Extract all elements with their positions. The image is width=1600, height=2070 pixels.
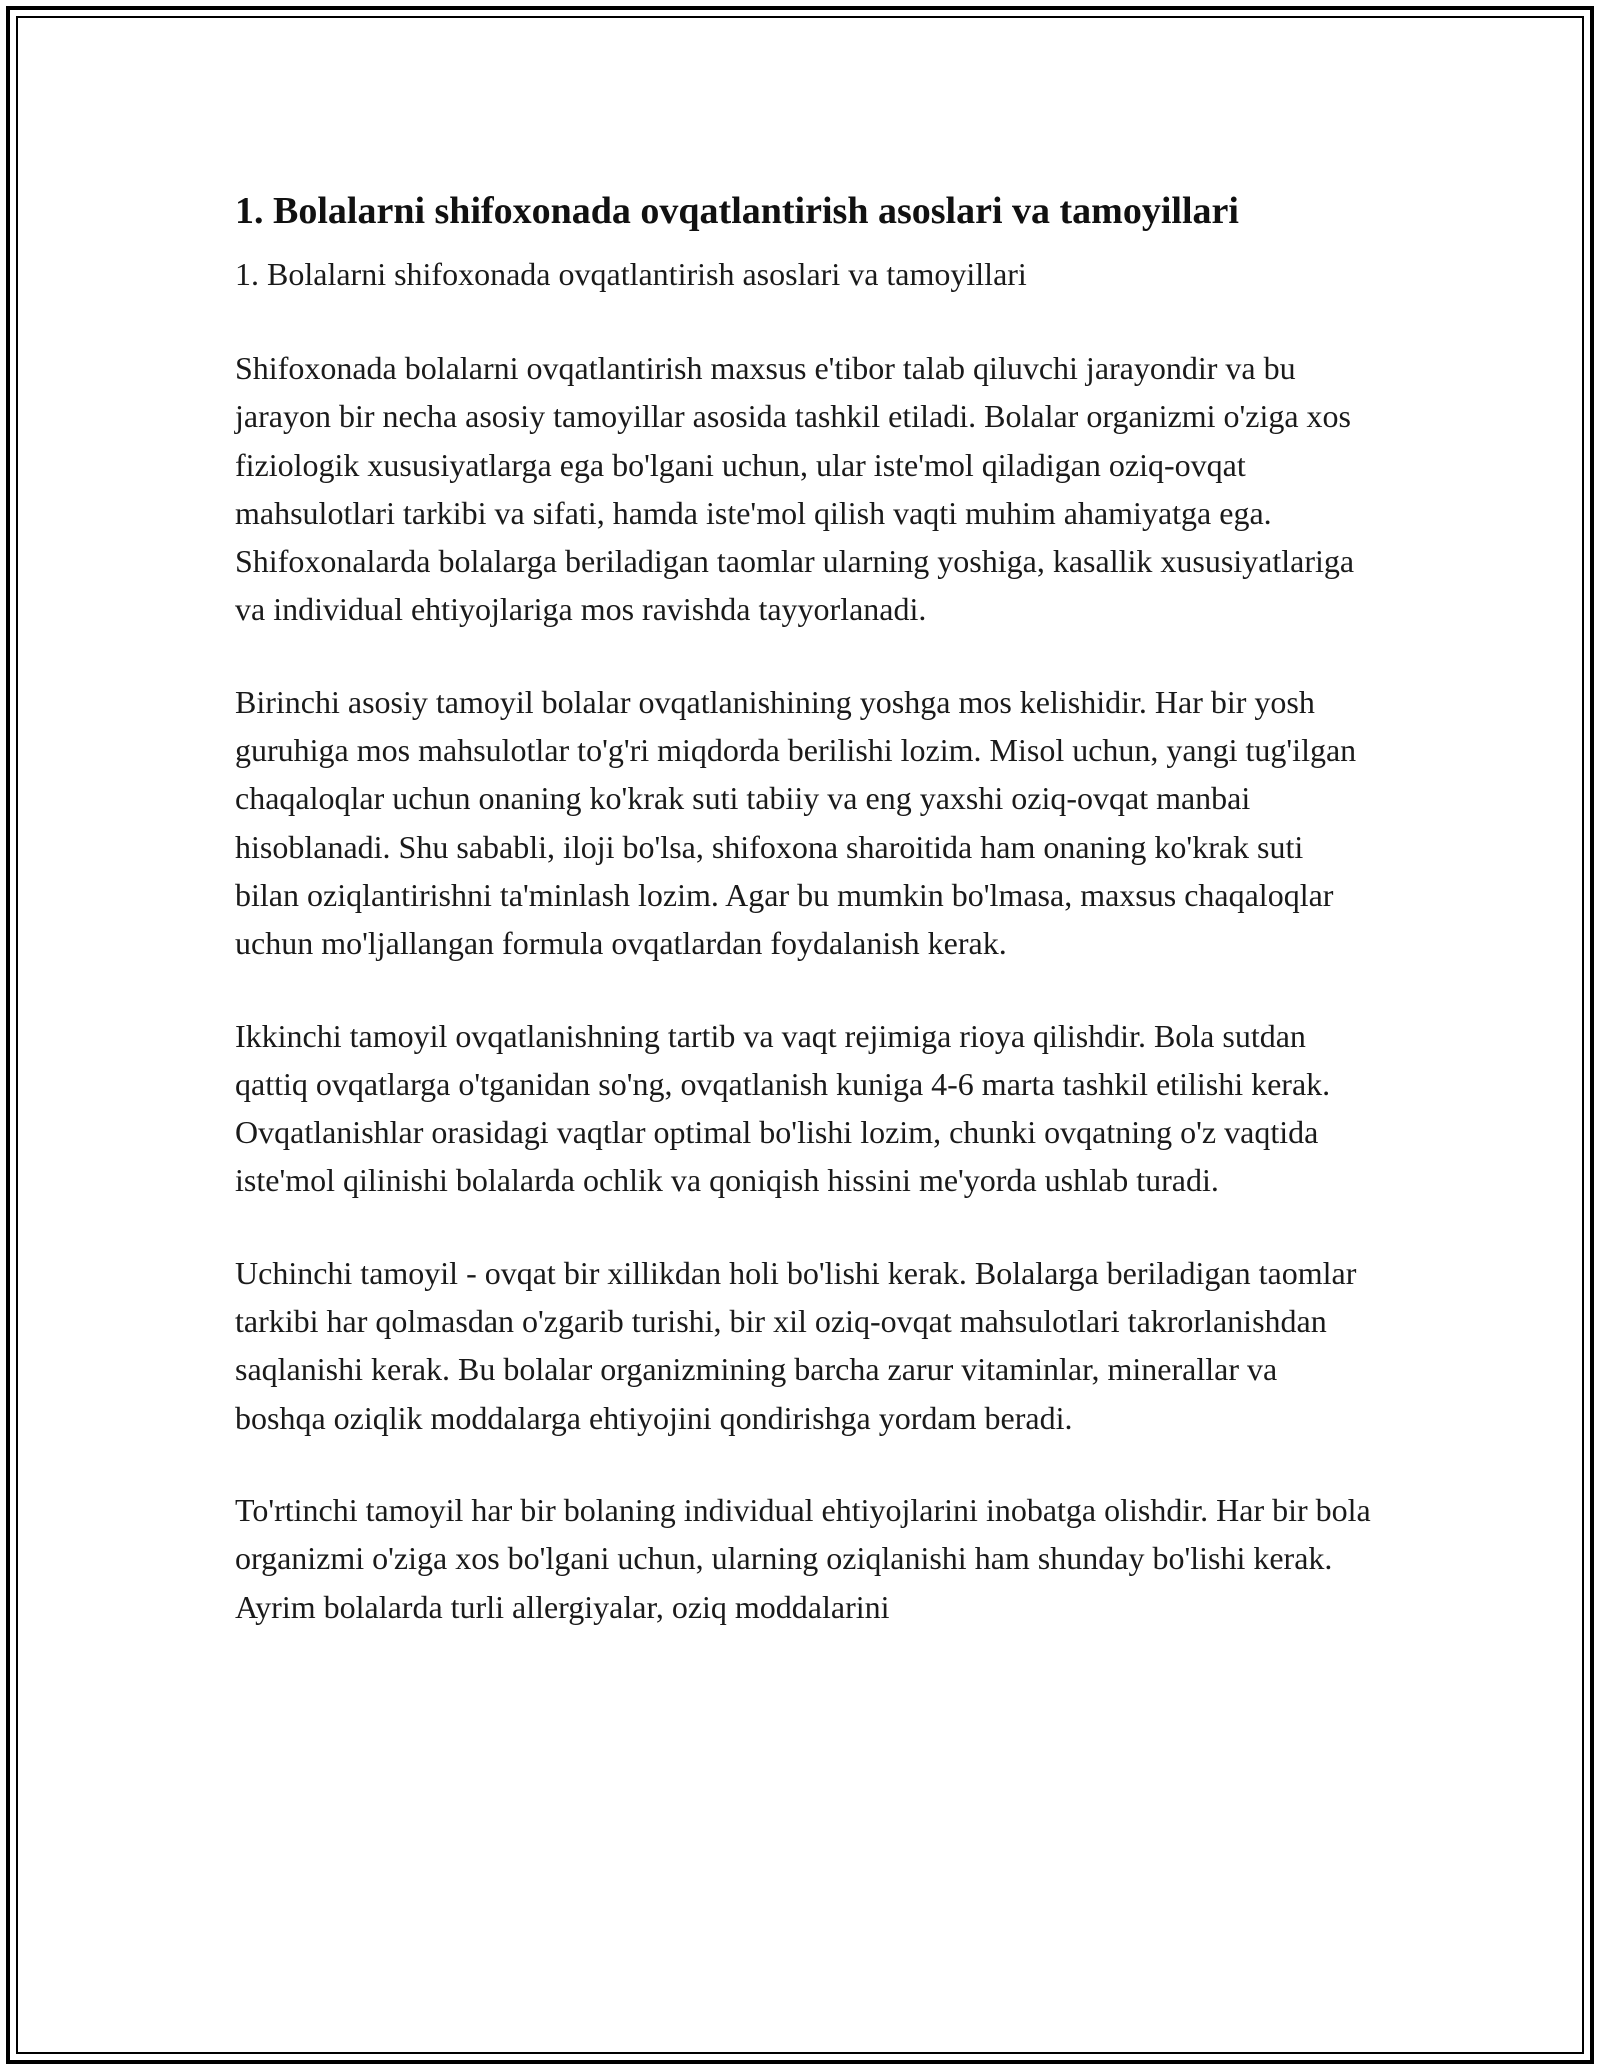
document-subtitle: 1. Bolalarni shifoxonada ovqatlantirish asoslari va tamoyillari	[235, 256, 1027, 292]
paragraph-2: Birinchi asosiy tamoyil bolalar ovqatlanishining yoshga mos kelishidir. Har bir yosh guruhiga mos mahsulotlar to'g'ri miqdorda berilishi lozim. Misol uchun, yangi tug'ilgan chaqaloqlar uchun onaning ko'krak suti tabiiy va eng yaxshi oziq-ovqat manbai hisoblanadi. Shu sababli, iloji bo'lsa, shifoxona sharoitida ham onaning ko'krak suti bilan oziqlantirishni ta'minlash lozim. Agar bu mumkin bo'lmasa, maxsus chaqaloqlar uchun mo'ljallangan formula ovqatlardan foydalanish kerak.	[235, 683, 1357, 962]
paragraph-1: Shifoxonada bolalarni ovqatlantirish maxsus e'tibor talab qiluvchi jarayondir va bu jarayon bir necha asosiy tamoyillar asosida tashkil etiladi. Bolalar organizmi o'ziga xos fiziologik xususiyatlarga ega bo'lgani uchun, ular iste'mol qiladigan oziq-ovqat mahsulotlari tarkibi va sifati, hamda iste'mol qilish vaqti muhim ahamiyatga ega. Shifoxonalarda bolalarga beriladigan taomlar ularning yoshiga, kasallik xususiyatlariga va individual ehtiyojlariga mos ravishda tayyorlanadi.	[235, 350, 1355, 628]
document-content	[235, 186, 1375, 1675]
document-title: 1. Bolalarni shifoxonada ovqatlantirish asoslari va tamoyillari	[235, 190, 1239, 232]
paragraph-5: To'rtinchi tamoyil har bir bolaning individual ehtiyojlarini inobatga olishdir. Har bir bola organizmi o'ziga xos bo'lgani uchun, ularning oziqlanishi ham shunday bo'lishi kerak. Ayrim bolalarda turli allergiyalar, oziq moddalarini	[235, 1491, 1371, 1625]
paragraph-3: Ikkinchi tamoyil ovqatlanishning tartib va vaqt rejimiga rioya qilishdir. Bola sutdan qattiq ovqatlarga o'tganidan so'ng, ovqatlanish kuniga 4-6 marta tashkil etilishi kerak. Ovqatlanishlar orasidagi vaqtlar optimal bo'lishi lozim, chunki ovqatning o'z vaqtida iste'mol qilinishi bolalarda ochlik va qoniqish hissini me'yorda ushlab turadi.	[235, 1017, 1331, 1199]
paragraph-4: Uchinchi tamoyil - ovqat bir xillikdan holi bo'lishi kerak. Bolalarga beriladigan taomlar tarkibi har qolmasdan o'zgarib turishi, bir xil oziq-ovqat mahsulotlari takrorlanishdan saqlanishi kerak. Bu bolalar organizmining barcha zarur vitaminlar, minerallar va boshqa oziqlik moddalarga ehtiyojini qondirishga yordam beradi.	[235, 1254, 1357, 1436]
